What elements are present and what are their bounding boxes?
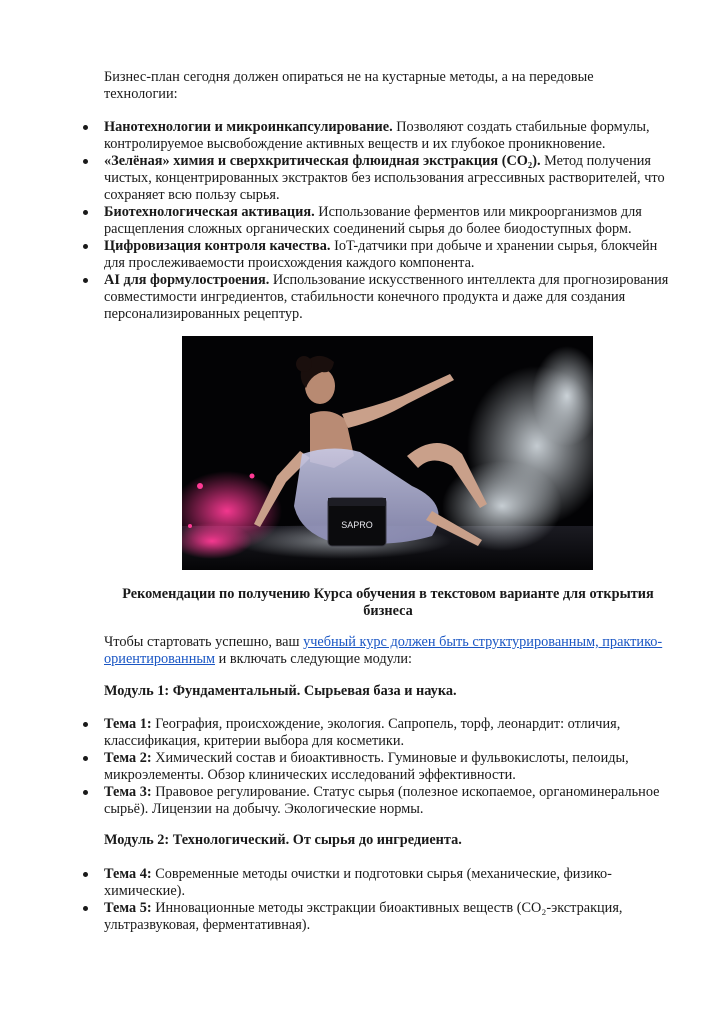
module-1-topics bbox=[104, 716, 670, 818]
list-item bbox=[104, 119, 670, 153]
topic-label: Тема 4: bbox=[104, 866, 152, 882]
topic-text: Современные методы очистки и подготовки сырья (механические, физико-химические). bbox=[104, 866, 612, 899]
topic-text: География, происхождение, экология. Сапропель, торф, леонардит: отличия, классификация, критерии выбора для косметики. bbox=[104, 716, 621, 749]
item-title: Цифровизация контроля качества. bbox=[104, 238, 331, 254]
list-item bbox=[104, 238, 670, 272]
topic-label: Тема 1: bbox=[104, 716, 152, 732]
lead-paragraph bbox=[104, 634, 670, 668]
topic-text: Инновационные методы экстракции биоактивных веществ (CO₂-экстракция, ультразвуковая, ферментативная). bbox=[104, 900, 623, 933]
list-item bbox=[104, 204, 670, 238]
item-text: Позволяют создать стабильные формулы, контролируемое высвобождение активных веществ и их глубокое проникновение. bbox=[104, 119, 650, 152]
woman-with-jar-illustration bbox=[182, 336, 593, 570]
topic-text: Химический состав и биоактивность. Гуминовые и фульвокислоты, пелоиды, микроэлементы. Обзор клинических исследований эффективности. bbox=[104, 750, 629, 783]
topic-text: Правовое регулирование. Статус сырья (полезное ископаемое, органоминеральное сырьё). Лицензии на добычу. Экологические нормы. bbox=[104, 784, 660, 817]
item-text: Метод получения чистых, концентрированных экстрактов без использования агрессивных растворителей, что сохраняет всю пользу сырья. bbox=[104, 153, 665, 203]
module-2-title: Модуль 2: Технологический. От сырья до ингредиента. bbox=[104, 832, 462, 848]
item-text: Использование искусственного интеллекта для прогнозирования совместимости ингредиентов, стабильности конечного продукта и даже для создания персонализированных рецептур. bbox=[104, 272, 669, 322]
lead-after: и включать следующие модули: bbox=[215, 651, 412, 667]
technologies-list bbox=[104, 119, 670, 323]
section-heading: Рекомендации по получению Курса обучения в текстовом варианте для открытия бизнеса bbox=[122, 586, 654, 619]
jar-brand: SAPRO bbox=[341, 520, 373, 530]
module-2-topics bbox=[104, 866, 670, 934]
item-text: Использование ферментов или микроорганизмов для расщепления сложных органических соединений сырья до более биодоступных форм. bbox=[104, 204, 642, 237]
list-item bbox=[104, 784, 670, 818]
item-title: Нанотехнологии и микроинкапсулирование. bbox=[104, 119, 393, 135]
list-item bbox=[104, 750, 670, 784]
topic-label: Тема 5: bbox=[104, 900, 152, 916]
list-item bbox=[104, 272, 670, 323]
item-title: «Зелёная» химия и сверхкритическая флюидная экстракция (CO₂). bbox=[104, 153, 541, 169]
topic-label: Тема 2: bbox=[104, 750, 152, 766]
module-1-title: Модуль 1: Фундаментальный. Сырьевая база и наука. bbox=[104, 683, 457, 699]
lead-before: Чтобы стартовать успешно, ваш bbox=[104, 634, 304, 650]
list-item bbox=[104, 153, 670, 204]
product-illustration bbox=[182, 336, 593, 570]
list-item bbox=[104, 900, 670, 934]
cosmetic-jar bbox=[328, 498, 386, 546]
item-title: Биотехнологическая активация. bbox=[104, 204, 315, 220]
item-text: IoT-датчики при добыче и хранении сырья, блокчейн для прослеживаемости происхождения каждого компонента. bbox=[104, 238, 658, 271]
intro-paragraph: Бизнес-план сегодня должен опираться не на кустарные методы, а на передовые технологии: bbox=[104, 69, 594, 102]
list-item bbox=[104, 866, 670, 900]
list-item bbox=[104, 716, 670, 750]
topic-label: Тема 3: bbox=[104, 784, 152, 800]
item-title: AI для формулостроения. bbox=[104, 272, 270, 288]
course-link[interactable]: учебный курс должен быть структурированным, практико-ориентированным bbox=[104, 634, 663, 667]
